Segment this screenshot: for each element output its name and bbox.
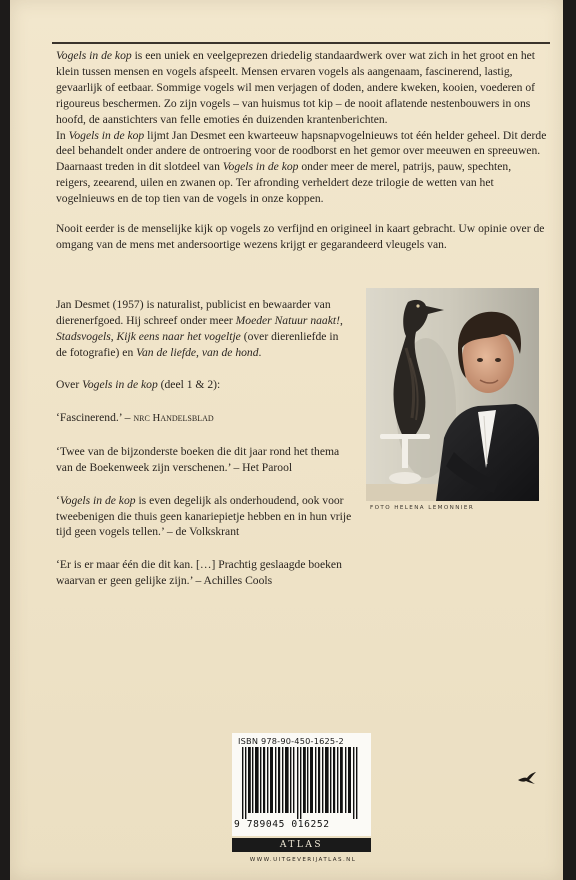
- author-with-cormorant-illustration: [366, 288, 539, 501]
- barcode-panel: [232, 733, 371, 836]
- book-title: Vogels in de kop: [56, 49, 132, 62]
- quote-volkskrant: ‘Vogels in de kop is even degelijk als onderhoudend, ook voor tweebenigen die thuis geen kanariepietje hebben en in hun vrije tijd geen vogels tellen.’ – de Volkskrant: [56, 493, 352, 539]
- blurb-paragraph-1: Vogels in de kop is een uniek en veelgeprezen driedelig standaardwerk over wat zich in het groot en het klein tussen mensen en vogels afspeelt. Mensen ervaren vogels als aangenaam, fascinerend, lastig, gevaarlijk of eetbaar. Sommige vogels wil men verjagen of doden, andere kweken, kooien, voederen of rigoureus beschermen. Zo zijn vogels – van huismus tot kip – de nooit aflatende nestenbouwers in ons hoofd, de aanstichters van felle emoties én duizenden krantenberichten. In Vogels in de kop lijmt Jan Desmet een kwarteeuw hapsnapvogelnieuws tot één helder geheel. Dit derde deel behandelt onder andere de ontroering voor de roodborst en het gemor over meeuwen en spreeuwen. Daarnaast treden in dit slotdeel van Vogels in de kop onder meer de merel, patrijs, pauw, spechten, reigers, zeearend, uilen en zwanen op. Ter afronding verheldert deze trilogie de wetten van het vogelnieuws en de top tien van de vogels in onze koppen.: [56, 49, 547, 206]
- book-title: Vogels in de kop: [222, 160, 299, 174]
- quote-achilles-cools: ‘Er is er maar één die dit kan. […] Prachtig geslaagde boeken waarvan er geen gelijke zijn.’ – Achilles Cools: [56, 558, 342, 588]
- barcode-digits: 9 789045 016252: [234, 819, 330, 830]
- author-bio: Jan Desmet (1957) is naturalist, publicist en bewaarder van dierenerfgoed. Hij schreef onder meer Moeder Natuur naakt!, Stadsvogels, Kijk eens naar het vogeltje (over dierenliefde in de fotografie) en Van de liefde, van de hond.: [56, 298, 343, 359]
- author-photo: [366, 288, 539, 501]
- top-rule: [52, 42, 550, 44]
- quote-nrc: ‘Fascinerend.’ – nrc Handelsblad: [56, 410, 214, 424]
- quote-parool: ‘Twee van de bijzonderste boeken die dit jaar rond het thema van de Boekenweek zijn verschenen.’ – Het Parool: [56, 444, 340, 474]
- swallow-icon: [518, 772, 536, 784]
- barcode: [236, 747, 367, 819]
- back-cover: [10, 0, 563, 880]
- publisher-name: ATLAS: [232, 838, 371, 852]
- book-title: Vogels in de kop: [68, 128, 145, 142]
- publisher-website: WWW.UITGEVERIJATLAS.NL: [249, 857, 357, 863]
- photo-credit: FOTO HELENA LEMONNIER: [370, 505, 475, 511]
- blurb-paragraph-2: Nooit eerder is de menselijke kijk op vogels zo verfijnd en origineel in kaart gebracht. Uw opinie over de omgang van de mens met andersoortige wezens krijgt er gegarandeerd vleugels van.: [56, 222, 545, 251]
- isbn-label: ISBN 978-90-450-1625-2: [238, 736, 344, 746]
- press-quotes: [56, 377, 356, 606]
- blurb: [56, 48, 548, 253]
- quotes-intro: Over Vogels in de kop (deel 1 & 2):: [56, 378, 221, 391]
